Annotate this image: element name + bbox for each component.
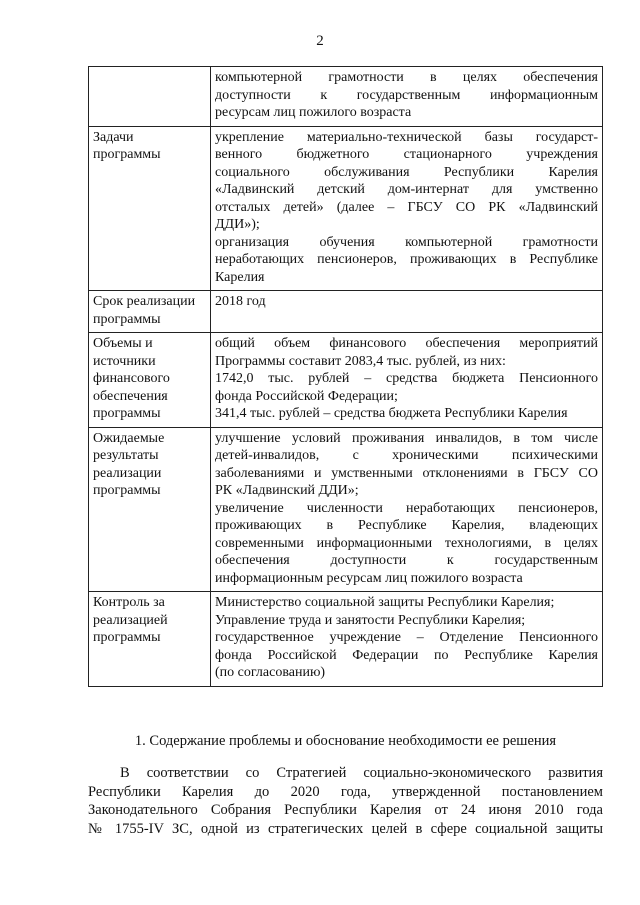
row-label [89, 291, 211, 333]
value-line: организация обучения компьютерной грамотности [215, 234, 598, 250]
label-line: реализации [93, 465, 162, 481]
value-line: (по согласованию) [215, 665, 326, 680]
value-line: доступности к государственным информационным [215, 87, 598, 103]
value-line: 1742,0 тыс. рублей – средства бюджета Пенсионного [215, 371, 598, 386]
row-value [211, 333, 603, 428]
table-row [89, 291, 603, 333]
table-row [89, 67, 603, 127]
value-line: Карелия [215, 269, 265, 285]
value-line: фонда Российской Федерации по Республике Карелия [215, 647, 598, 663]
program-passport-table [88, 66, 603, 687]
value-line: проживающих в Республике Карелия, владеющих [215, 518, 598, 533]
value-line: детей-инвалидов, с хроническими психическими [215, 448, 598, 463]
row-value [211, 291, 603, 333]
value-line: современными информационными технологиями, в целях [215, 535, 598, 551]
row-label [89, 427, 211, 592]
value-line: неработающих пенсионеров, проживающих в Республике [215, 252, 598, 267]
value-line: социального обслуживания Республики Карелия [215, 164, 598, 180]
label-line: Задачи [93, 129, 134, 145]
value-line: 2018 год [215, 294, 266, 309]
row-value [211, 126, 603, 291]
value-line: отсталых детей» (далее – ГБСУ СО РК «Ладвинский [215, 199, 598, 215]
value-line: Управление труда и занятости Республики Карелия; [215, 612, 526, 628]
row-label [89, 333, 211, 428]
body-line: Республики Карелия до 2020 года, утвержденной постановлением [88, 783, 603, 800]
label-line: программы [93, 483, 161, 498]
table-row [89, 427, 603, 592]
label-line: финансового [93, 371, 170, 386]
body-line: Законодательного Собрания Республики Карелия от 24 июня 2010 года [88, 802, 603, 818]
table-row [89, 333, 603, 428]
value-line: РК «Ладвинский ДДИ»; [215, 483, 359, 498]
label-line: Объемы и [93, 336, 153, 351]
label-line: источники [93, 353, 156, 369]
label-line: программы [93, 630, 161, 645]
value-line: Министерство социальной защиты Республики Карелия; [215, 595, 555, 610]
value-line: ДДИ»); [215, 217, 260, 232]
program-passport-body [89, 67, 603, 687]
value-line: фонда Российской Федерации; [215, 388, 398, 404]
section-heading: 1. Содержание проблемы и обоснование необходимости ее решения [134, 733, 557, 749]
value-line: государственное учреждение – Отделение Пенсионного [215, 630, 598, 645]
body-line: № 1755-IV ЗС, одной из стратегических целей в сфере социальной защиты [88, 820, 603, 837]
value-line: заболеваниями и умственными отклонениями в ГБСУ СО [215, 465, 598, 481]
row-value [211, 67, 603, 127]
value-line: 341,4 тыс. рублей – средства бюджета Республики Карелия [215, 406, 568, 421]
row-value [211, 592, 603, 687]
value-line: общий объем финансового обеспечения мероприятий [215, 336, 598, 351]
value-line: ресурсам лиц пожилого возраста [215, 105, 412, 120]
label-line: программы [93, 311, 161, 327]
row-label [89, 67, 211, 127]
label-line: Контроль за [93, 595, 165, 610]
label-line: результаты [93, 448, 159, 463]
page-number: 2 [316, 33, 324, 49]
row-value [211, 427, 603, 592]
value-line: улучшение условий проживания инвалидов, в том числе [215, 430, 598, 446]
value-line: «Ладвинский детский дом-интернат для умственно [215, 182, 598, 197]
body-paragraph [88, 764, 603, 838]
value-line: Программы составит 2083,4 тыс. рублей, из них: [215, 353, 506, 369]
row-label [89, 592, 211, 687]
table-row [89, 126, 603, 291]
value-line: компьютерной грамотности в целях обеспечения [215, 70, 598, 85]
label-line: программы [93, 147, 161, 162]
value-line: венного бюджетного стационарного учреждения [215, 147, 598, 162]
row-label [89, 126, 211, 291]
label-line: Срок реализации [93, 294, 196, 309]
label-line: Ожидаемые [93, 430, 165, 446]
label-line: программы [93, 406, 161, 421]
body-line: В соответствии со Стратегией социально-экономического развития [120, 765, 603, 781]
value-line: укрепление материально-технической базы государст- [215, 129, 598, 145]
value-line: информационным ресурсам лиц пожилого возраста [215, 570, 523, 586]
value-line: обеспечения доступности к государственным [215, 553, 598, 568]
label-line: реализацией [93, 612, 168, 628]
value-line: увеличение численности неработающих пенсионеров, [215, 500, 598, 516]
label-line: обеспечения [93, 388, 168, 404]
table-row [89, 592, 603, 687]
